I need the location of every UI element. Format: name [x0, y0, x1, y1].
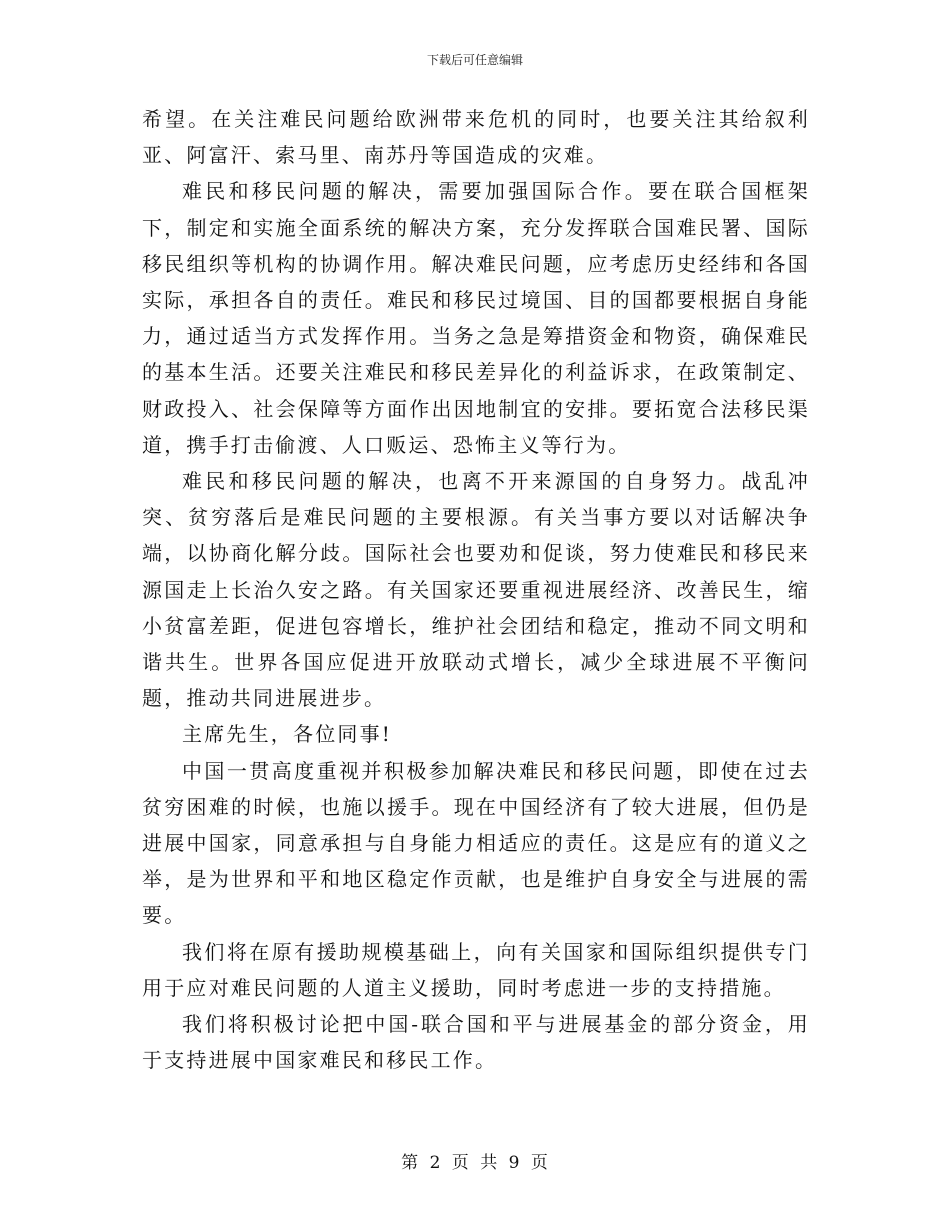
- paragraph: 中国一贯高度重视并积极参加解决难民和移民问题，即使在过去贫穷困难的时候，也施以援手。现在中国经济有了较大进展，但仍是进展中国家，同意承担与自身能力相适应的责任。这是应有的道义之举，是为世界和平和地区稳定作贡献，也是维护自身安全与进展的需要。: [142, 758, 810, 928]
- paragraph: 我们将积极讨论把中国-联合国和平与进展基金的部分资金，用于支持进展中国家难民和移民工作。: [142, 1012, 810, 1073]
- paragraph: 难民和移民问题的解决，需要加强国际合作。要在联合国框架下，制定和实施全面系统的解决方案，充分发挥联合国难民署、国际移民组织等机构的协调作用。解决难民问题，应考虑历史经纬和各国实际，承担各自的责任。难民和移民过境国、目的国都要根据自身能力，通过适当方式发挥作用。当务之急是筹措资金和物资，确保难民的基本生活。还要关注难民和移民差异化的利益诉求，在政策制定、财政投入、社会保障等方面作出因地制宜的安排。要拓宽合法移民渠道，携手打击偷渡、人口贩运、恐怖主义等行为。: [142, 179, 810, 457]
- paragraph: 主席先生，各位同事!: [182, 722, 393, 747]
- page-header: 下载后可任意编辑: [426, 53, 523, 67]
- page-footer: 第 2 页 共 9 页: [401, 1153, 549, 1173]
- paragraph: 我们将在原有援助规模基础上，向有关国家和国际组织提供专门用于应对难民问题的人道主义援助，同时考虑进一步的支持措施。: [142, 939, 810, 1000]
- document-body: [142, 101, 810, 1078]
- paragraph: 希望。在关注难民问题给欧洲带来危机的同时，也要关注其给叙利亚、阿富汗、索马里、南苏丹等国造成的灾难。: [142, 107, 810, 168]
- paragraph: 难民和移民问题的解决，也离不开来源国的自身努力。战乱冲突、贫穷落后是难民问题的主要根源。有关当事方要以对话解决争端，以协商化解分歧。国际社会也要劝和促谈，努力使难民和移民来源国走上长治久安之路。有关国家还要重视进展经济、改善民生，缩小贫富差距，促进包容增长，维护社会团结和稳定，推动不同文明和谐共生。世界各国应促进开放联动式增长，减少全球进展不平衡问题，推动共同进展进步。: [142, 469, 810, 711]
